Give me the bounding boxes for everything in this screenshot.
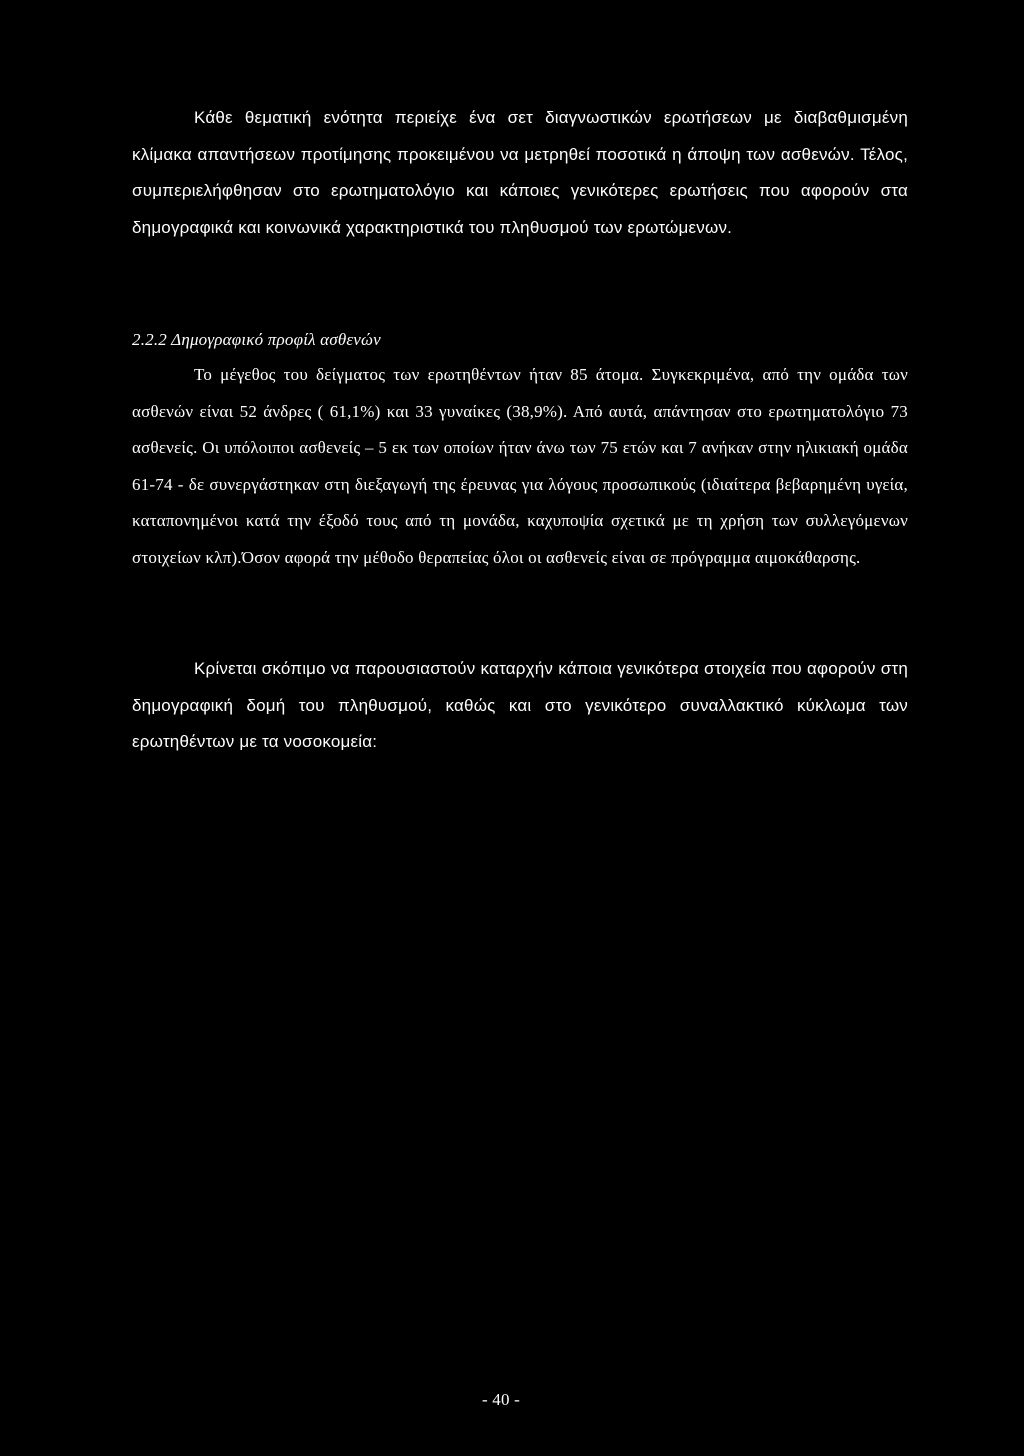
demographics-paragraph: Το μέγεθος του δείγματος των ερωτηθέντων ήταν 85 άτομα. Συγκεκριμένα, από την ομάδα των ασθενών είναι 52 άνδρες ( 61,1%) και 33 γυναίκες (38,9%). Από αυτά, απάντησαν στο ερωτηματολόγιο 73 ασθενείς. Οι υπόλοιποι ασθενείς – 5 εκ των οποίων ήταν άνω των 75 ετών και 7 ανήκαν στην ηλικιακή ομάδα 61-74 - δε συνεργάστηκαν στη διεξαγωγή της έρευνας για λόγους προσωπικούς (ιδιαίτερα βεβαρημένη υγεία, καταπονημένοι κατά την έξοδό τους από τη μονάδα, καχυποψία σχετικά με τη χρήση των συλλεγόμενων στοιχείων κλπ).Όσον αφορά την μέθοδο θεραπείας όλοι οι ασθενείς είναι σε πρόγραμμα αιμοκάθαρσης. <box>132 365 908 567</box>
page-number: - 40 - <box>481 1390 521 1409</box>
intro-paragraph: Κάθε θεματική ενότητα περιείχε ένα σετ διαγνωστικών ερωτήσεων με διαβαθμισμένη κλίμακα απαντήσεων προτίμησης προκειμένου να μετρηθεί ποσοτικά η άποψη των ασθενών. Τέλος, συμπεριελήφθησαν στο ερωτηματολόγιο και κάποιες γενικότερες ερωτήσεις που αφορούν στα δημογραφικά και κοινωνικά χαρακτηριστικά του πληθυσμού των ερωτώμενων. <box>132 108 908 237</box>
section-heading: 2.2.2 Δημογραφικό προφίλ ασθενών <box>132 330 381 349</box>
closing-paragraph: Κρίνεται σκόπιμο να παρουσιαστούν καταρχήν κάποια γενικότερα στοιχεία που αφορούν στη δημογραφική δομή του πληθυσμού, καθώς και στο γενικότερο συναλλακτικό κύκλωμα των ερωτηθέντων με τα νοσοκομεία: <box>132 659 908 751</box>
